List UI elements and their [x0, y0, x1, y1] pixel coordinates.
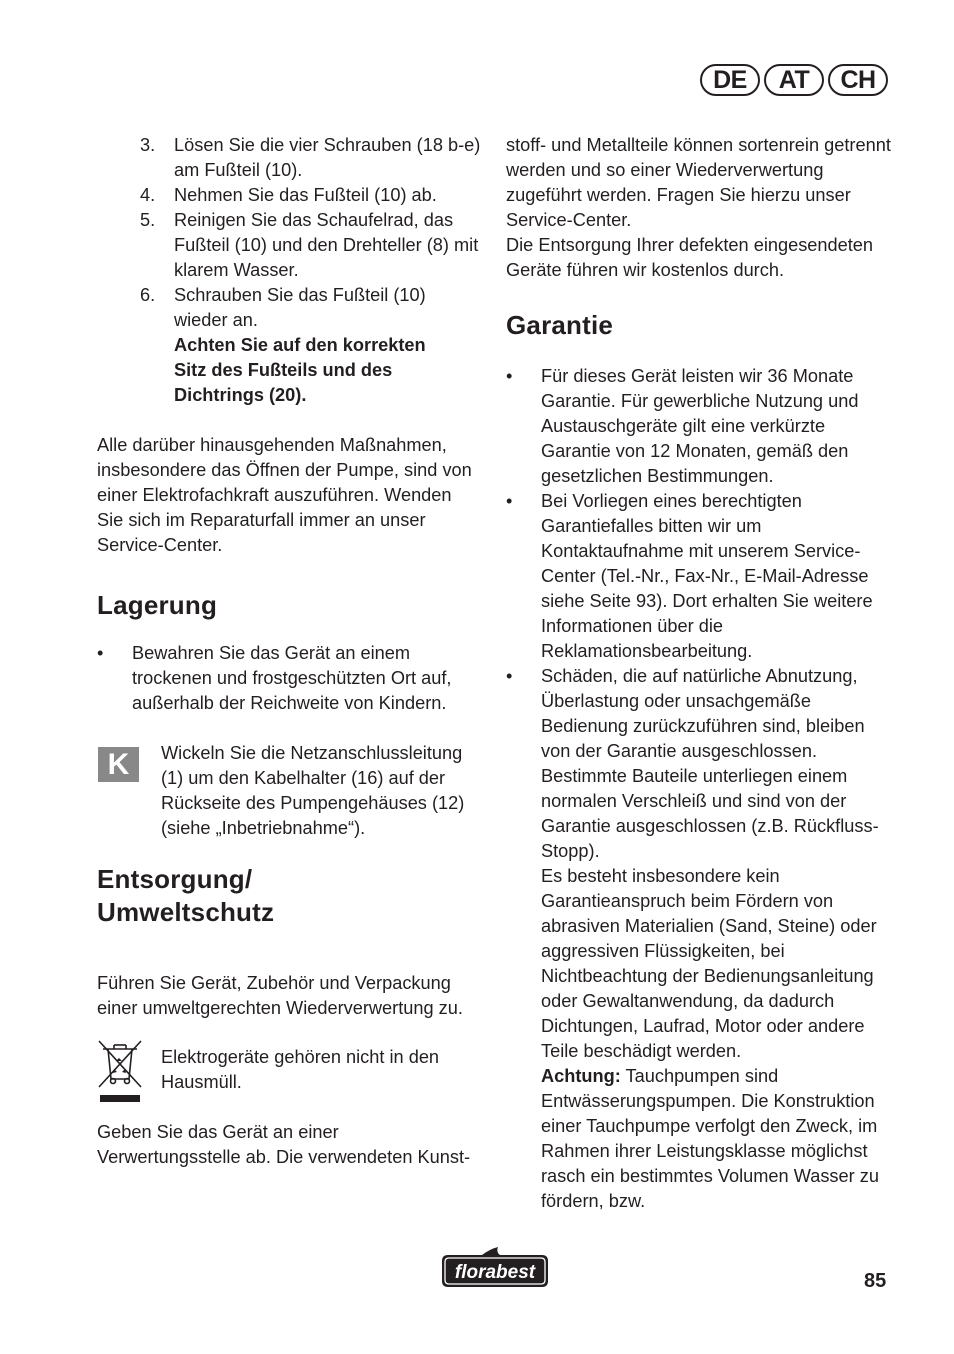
achtung-text: Tauchpumpen sind Entwässerungspumpen. Die Konstruktion einer Tauchpumpe verfolgt den Zweck, im Rahmen ihrer Leistungsklasse möglichst rasch ein bestimmtes Volumen Wasser zu fördern, bzw. — [541, 1066, 879, 1211]
step-text: Lösen Sie die vier Schrauben (18 b-e) am Fußteil (10). — [174, 135, 481, 180]
page-number: 85 — [864, 1270, 887, 1292]
language-badge-de: DE — [700, 64, 760, 96]
florabest-logo — [438, 1245, 552, 1298]
bullet-text: Schäden, die auf natürliche Abnutzung, Überlastung oder unsachgemäße Bedienung zurückzuführen sind, bleiben von der Garantie ausgeschlossen. Bestimmte Bauteile unterliegen einem normalen Verschleiß und sind von der Garantie ausgeschlossen (z.B. Rückfluss-Stopp). — [541, 666, 879, 861]
lagerung-list — [97, 641, 482, 716]
step-text: Schrauben Sie das Fußteil (10) wieder an. — [174, 285, 426, 330]
weee-text: Elektrogeräte gehören nicht in den Hausmüll. — [161, 1047, 440, 1092]
disposal-continued: stoff- und Metallteile können sortenrein getrennt werden und so einer Wiederverwertung zugeführt werden. Fragen Sie hierzu unser Service-Center. — [506, 135, 891, 230]
k-icon: K — [98, 747, 139, 782]
achtung-label: Achtung: — [541, 1066, 621, 1086]
language-badge-ch: CH — [828, 64, 888, 96]
step-text: Reinigen Sie das Schaufelrad, das Fußteil (10) und den Drehteller (8) mit klarem Wasser. — [174, 210, 479, 280]
list-item — [97, 183, 482, 208]
right-column — [506, 133, 894, 1214]
crossed-out-wheelie-bin-icon — [97, 1039, 143, 1105]
bullet-dot: • — [506, 366, 513, 386]
list-item — [97, 133, 482, 183]
list-item — [506, 664, 894, 1214]
lagerung-heading: Lagerung — [97, 590, 218, 620]
bullet-dot: • — [97, 643, 104, 663]
entsorgung-paragraph: Führen Sie Gerät, Zubehör und Verpackung einer umweltgerechten Wiederverwertung zu. — [97, 973, 463, 1018]
step-number: 4. — [140, 185, 156, 205]
achtung-paragraph — [541, 1064, 894, 1214]
list-item — [97, 283, 482, 408]
language-badges — [700, 64, 888, 96]
step-number: 5. — [140, 210, 156, 230]
weee-note — [97, 1039, 482, 1105]
repair-paragraph: Alle darüber hinausgehenden Maßnahmen, insbesondere das Öffnen der Pumpe, sind von einer Elektrofachkraft auszuführen. Wenden Sie sich im Reparaturfall immer an unser Service-Center. — [97, 435, 472, 555]
garantie-extra: Es besteht insbesondere kein Garantieanspruch beim Fördern von abrasiven Materialien (Sand, Steine) oder aggressiven Flüssigkeiten, bei Nichtbeachtung der Bedienungsanleitung oder Gewaltanwendung, da dadurch Dichtungen, Laufrad, Motor oder andere Teile beschädigt werden. — [541, 866, 877, 1061]
list-item — [97, 208, 482, 283]
step-text: Nehmen Sie das Fußteil (10) ab. — [174, 185, 437, 205]
disposal-paragraph: Geben Sie das Gerät an einer Verwertungsstelle ab. Die verwendeten Kunst- — [97, 1122, 471, 1167]
entsorgung-heading-line1: Entsorgung/ — [97, 864, 253, 894]
step-warning: Achten Sie auf den korrekten Sitz des Fußteils und des Dichtrings (20). — [174, 335, 426, 405]
entsorgung-heading-line2: Umweltschutz — [97, 897, 275, 927]
language-badge-at: AT — [764, 64, 824, 96]
entsorgung-heading — [97, 863, 482, 929]
bullet-text: Für dieses Gerät leisten wir 36 Monate Garantie. Für gewerbliche Nutzung und Austauschgeräte gilt eine verkürzte Garantie von 12 Monaten, gemäß den gesetzlichen Bestimmungen. — [541, 366, 859, 486]
left-column — [97, 133, 482, 1170]
bullet-text: Bewahren Sie das Gerät an einem trockenen und frostgeschützten Ort auf, außerhalb der Reichweite von Kindern. — [132, 643, 452, 713]
list-item — [506, 489, 894, 664]
list-item — [97, 641, 482, 716]
bullet-dot: • — [506, 666, 513, 686]
garantie-list — [506, 364, 894, 1214]
list-item — [506, 364, 894, 489]
bullet-text: Bei Vorliegen eines berechtigten Garantiefalles bitten wir um Kontaktaufnahme mit unserem Service-Center (Tel.-Nr., Fax-Nr., E-Mail-Adresse siehe Seite 93). Dort erhalten Sie weitere Informationen über die Reklamationsbearbeitung. — [541, 491, 873, 661]
cleaning-steps-list — [97, 133, 482, 408]
garantie-heading: Garantie — [506, 310, 614, 340]
disposal-free: Die Entsorgung Ihrer defekten eingesendeten Geräte führen wir kostenlos durch. — [506, 235, 874, 280]
step-number: 6. — [140, 285, 156, 305]
bullet-dot: • — [506, 491, 513, 511]
note-text: Wickeln Sie die Netzanschlussleitung (1) um den Kabelhalter (16) auf der Rückseite des Pumpengehäuses (12) (siehe „Inbetriebnahme“). — [161, 743, 465, 838]
step-number: 3. — [140, 135, 156, 155]
logo-text: florabest — [454, 1262, 536, 1283]
cable-note — [97, 741, 482, 841]
